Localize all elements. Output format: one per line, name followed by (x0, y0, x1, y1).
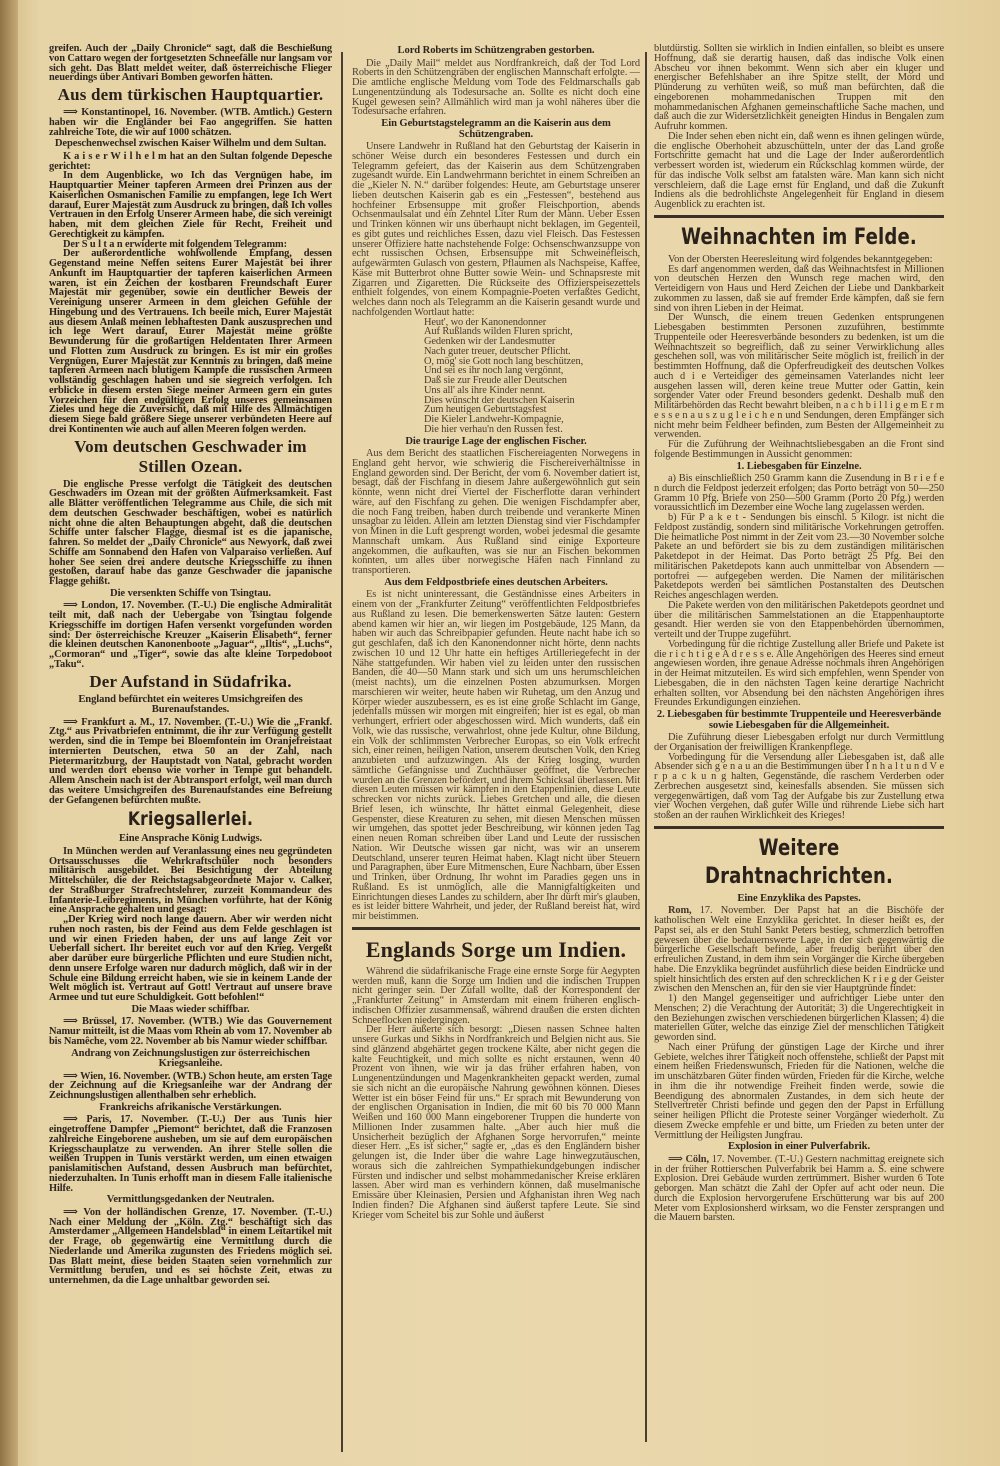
article-paragraph (49, 1017, 332, 1046)
poem-line: Die hier verhau'n den Russen fest. (424, 423, 563, 435)
paragraph-text: 17. November. Der Papst hat an die Bischöfe der katholischen Welt eine Enzyklika gerichtet. In dieser heißt es, der Papst sei, als er den Stuhl Sankt Peters bestieg, schmerzlich betroffen gewesen über die bedauernswerte Lage, in der sich gegenwärtig die bürgerliche Gesellschaft befinde, aber freudig berührt über den erfreulichen Zustand, in dem ihm sein Vorgänger die Kirche übergeben habe. Die Enzyklika begründet ausführlich diese beiden Eindrücke und spielt hinsichtlich des ersten auf den schrecklichen K r i e g der Geister zwischen den Menschen an, für den sie vier Hauptgründe findet: (654, 905, 944, 995)
poem-line: Zum heutigen Geburtstagsfest (424, 404, 547, 416)
article-paragraph (654, 733, 944, 753)
article-subheadline: Ein Geburtstagstelegramm an die Kaiserin aus dem Schützengraben. (381, 118, 611, 140)
paragraph-text: Vorbedingung für die richtige Zustellung aller Briefe und Pakete ist die r i c h t i g e A d r e s s e. Alle Angehörigen des Heeres sind erneut angewiesen worden, ihre genaue Adresse nochmals ihren Angehörigen in der Heimat mitzuteilen. Es wird sich empfehlen, wenn Spender von Liebesgaben, die in den nächsten Tagen keine derartige Nachricht erhalten sollten, vor Absendung bei den nächsten Angehörigen ihres Freundes Erkundigungen einziehen. (654, 638, 944, 709)
paragraph-text: blutdürstig. Sollten sie wirklich in Indien einfallen, so bleibt es unsere Hoffnung, daß sie derartig hausen, daß das indische Volk einen Abscheu vor ihnen bekommt. Wenn sich aber ein kluger und energischer Befehlshaber an ihre Spitze stellt, der Mord und Plünderung zu verhüten weiß, so muß man befürchten, daß die eingeborenen mohammedanischen Truppen mit den mohammedanischen Afghanen gemeinschaftliche Sache machen, und daß auch die zur Widersetzlichkeit geneigten Hindus in Bengalen zum Aufruhr kommen. (654, 44, 944, 132)
article-subheadline: Depeschenwechsel zwischen Kaiser Wilhelm und dem Sultan. (54, 138, 327, 150)
page-fold-edge (0, 0, 18, 1466)
poem-line: O, mög' sie Gott noch lang beschützen, (424, 355, 584, 367)
article-paragraph (49, 1208, 332, 1286)
paragraph-text: Für die Zuführung der Weihnachtsliebesgaben an die Front sind folgende Bestimmungen in Aussicht genommen: (654, 439, 944, 460)
article-subheadline: Andrang von Zeichnungslustigen zur österreichischen Kriegsanleihe. (71, 1047, 310, 1069)
article-paragraph (49, 915, 332, 1003)
article-paragraph (49, 171, 332, 239)
article-paragraph (654, 513, 944, 601)
article-paragraph (49, 44, 332, 83)
poem-line: Uns all' als ihre Kinder nennt. (424, 384, 546, 396)
article-paragraph (49, 1115, 332, 1193)
paragraph-text: 17. November. (T.-U.) Die englische Admiralität teilt mit, daß nach der Uebergabe von Tsingtau folgende Kriegsschiffe im dortigen Hafen versenkt vorgefunden worden sind: Der österreichische Kreuzer „Kaiserin Elisabeth“, ferner die kleinen deutschen Kanonenboote „Jaguar“, „Iltis“, „Luchs“, „Cormoran“ und „Tiger“, sowie das alte kleine Torpedoboot „Taku“. (49, 600, 332, 670)
paragraph-text: 17. November. (WTB.) Wie das Gouvernement Namur mitteilt, ist die Maas vom Rhein ab vom 17. November ab bis Namêche, vom 22. November ab bis Namur wieder schiffbar. (49, 1016, 332, 1047)
article-subheadline: Explosion in einer Pulverfabrik. (728, 1141, 870, 1153)
paragraph-text: Der Wunsch, die einem treuen Gedenken entsprungenen Liebesgaben bestimmten Personen zuzuführen, bestimmte Truppenteile oder Heeresverbände besonders zu bedenken, ist um die Weihnachtszeit so begreiflich, daß zu seiner Verwirklichung alles geschehen soll, was von militärischer Seite möglich ist, freilich in der bestimmten Hoffnung, daß die Opferfreudigkeit des deutschen Volkes auch d i e Verteidiger des gemeinsamen Vaterlandes nicht leer ausgehen lassen will, deren keine treue Mutter oder Gattin, kein sorgender Vater oder Freund besonders gedenkt. Deshalb muß den Militärbehörden das Recht bewahrt bleiben, n a c h b i l l i g e m E r m e s s e n a u s z u g l e i c h e n und Sendungen, deren Empfänger sich nicht mehr beim Feldheer befinden, zum Besten der Allgemeinheit zu verwenden. (654, 312, 944, 441)
poem-line: Gedenken wir der Landesmutter (424, 336, 556, 347)
column-divider (341, 52, 343, 1452)
article-subheadline: 2. Liebesgaben für bestimmte Truppenteile und Heeresverbände sowie Liebesgaben für die Allgemeinheit. (656, 709, 942, 731)
article-paragraph (654, 313, 944, 440)
article-paragraph (654, 1043, 944, 1141)
section-headline: Vom deutschen Geschwader im Stillen Ozean. (74, 436, 307, 476)
paragraph-text: Vorbedingung für die Versendung aller Liebesgaben ist, daß alle Absender sich g e n a u an die Bestimmungen über I n h a l t u n d V e r p a c k u n g halten, Gegenstände, die raschem Verderben oder Zerbrechen ausgesetzt sind, keinesfalls absenden. Sie müssen sich vergegenwärtigen, daß vom Tag der Aufgabe bis zur Zustellung etwa vier Wochen vergehen, daß guter Wille und rührende Liebe sich hart stoßen an der rauhen Wirklichkeit des Krieges! (654, 751, 944, 821)
article-paragraph (49, 108, 332, 137)
paragraph-text: 1) den Mangel gegenseitiger und aufrichtiger Liebe unter den Menschen; 2) die Verachtung der Autorität; 3) die Ungerechtigkeit in den Beziehungen zwischen verschiedenen bürgerlichen Klassen; 4) die materiellen Güter, welche das einzige Ziel der menschlichen Tätigkeit geworden sind. (654, 993, 944, 1043)
poem-line: Und sei es ihr noch lang vergönnt, (424, 365, 564, 377)
paragraph-text: 16. November. (WTB. Amtlich.) Gestern haben wir die Engländer bei Fao angegriffen. Sie hatten zahlreiche Tote, die wir auf 1000 schätzen. (49, 107, 332, 138)
dateline: ⟹ Von der holländischen Grenze, (63, 1206, 227, 1218)
paragraph-text: a) Bis einschließlich 250 Gramm kann die Zusendung in B r i e f e n durch die Feldpost jederzeit erfolgen; das Porto beträgt von 50—250 Gramm 10 Pfg. Briefe von 250—500 Gramm (Porto 20 Pfg.) werden voraussichtlich im Dezember eine Woche lang zugelassen werden. (654, 473, 944, 514)
paragraph-text: Es ist nicht uninteressant, die Geständnisse eines Arbeiters in einem von der „Frankfurter Zeitung“ veröffentlichten Feldpostbriefes aus Rußland zu lesen. Die bemerkenswerten Sätze lauten: Gestern abend kamen wir hier an, wir liegen im Postgebäude, 125 Mann, da haben wir auch das Schreibpapier gefunden. Heute nacht habe ich so gut geschlafen, daß ich den Kanonendonner nicht hörte, denn nachts zwischen 10 und 12 Uhr hatte ein heftiges Artilleriegefecht in der Nähe stattgefunden. Wir haben viel zu leiden unter den russischen Banden, die 40—50 Mann stark und sich um uns herumschleichen (meist nachts), um die einzelnen Posten abzumurksen. Morgen marschieren wir weiter, heute haben wir Ruhetag, um den Anzug und Körper wieder auszubessern, es es ist eine große Schlacht im Gange, jedenfalls müssen wir morgen mit eingreifen; hier ist es egal, ob man verhungert, erfriert oder abgeschossen wird. Mich wunderts, daß ein Volk, wie das russische, verwahrlost, ohne jede Kultur, ohne Bildung, ein Volk der schlimmsten Verbrecher Europas, so ein Volk erfrecht sich, einer reinen, heiligen Nation, unserem deutschen Volk, den Krieg anzubieten und aufzuzwingen. Als der Krieg losging, wurden sämtliche Gefängnisse und Zuchthäuser geöffnet, die Verbrecher wurden an die Grenzen befördert, und ihrem Schicksal überlassen. Mit diesen Leuten müssen wir kämpfen in den Etappenlinien, diese Leute schrecken vor nichts zurück. Liebes Gretchen und alle, die diesen Brief lesen, ich wünschte, Ihr hättet einmal Gelegenheit, diese Gespenster, diese Kreaturen zu sehen, mit diesen Menschen müssen wir umgehen, das spottet jeder Beschreibung, wir können jeden Tag einen neuen Roman schreiben über Land und Leute der russischen Nation. Wir Deutsche wissen gar nicht, was wir an unserem Deutschland, unserer teuren Heimat haben. Klagt nicht über Steuern und Paragraphen, über Eure Mitmenschen, Eure Nachbarn, über Essen und Trinken, über Ordnung, Ihr wohnt im Paradies gegen uns in Rußland. Es ist unmöglich, alle die Mannigfaltigkeiten und Einrichtungen dieses Landes zu schildern, aber Ihr dürft mir's glauben, es ist leider bittere Wahrheit, und jeder, der Rußland bereist hat, wird mir beistimmen. (352, 589, 640, 922)
paragraph-text: Der Herr äußerte sich besorgt: „Diesen nassen Schnee halten unsere Gurkas und Sikhs in Nordfrankreich und Belgien nicht aus. Sie sind glänzend abgehärtet gegen trockene Kälte, aber nicht gegen die kalte Feuchtigkeit, und mich sollte es nicht erstaunen, wenn 40 Prozent von ihnen, wie wir ja das früher erfahren haben, von Lungenentzündungen und Magenkrankheiten gepackt werden, zumal sie sich nicht an die europäische Nahrung gewöhnen können. Dieses Wetter ist ein böser Feind für uns.“ Er sprach mit Bewunderung von der englischen Organisation in Indien, die mit 60 bis 70 000 Mann Weißen und 160 000 Mann eingeborener Truppen die hunderte von Millionen Inder zusammen halte. „Aber auch hier muß die Unsicherheit bezüglich der Afghanen Sorge hervorrufen,“ meinte dieser Herr. „Es ist sicher,“ sagte er, „das es den Engländern bisher gelungen ist, die Inder über die wahre Lage hinwegzutäuschen, woraus sich die zahlreichen Sympathiekundgebungen indischer Fürsten und indischer und selbst mohammedanischer Kreise erklären lassen. Aber wird man es verhindern können, daß muselmanische Emissäre über Kleinasien, Persien und Afghanistan ihren Weg nach Indien finden? Die Afghanen sind äußerst tapfere Leute. Sie sind Krieger vom Scheitel bis zur Sohle und äußerst (352, 1024, 640, 1221)
paragraph-text: Der S u l t a n erwiderte mit folgendem Telegramm: (63, 238, 287, 250)
section-headline: Weitere Drahtnachrichten. (704, 835, 894, 889)
article-subheadline: Die versenkten Schiffe von Tsingtau. (110, 587, 271, 599)
section-rule (654, 826, 944, 829)
dateline: Rom, (668, 905, 692, 917)
article-paragraph (352, 59, 640, 118)
paragraph-text: Während die südafrikanische Frage eine ernste Sorge für Aegypten werden muß, kann die Sorge um Indien und die indischen Truppen nicht geringer sein. Der Zufall wollte, daß der Korrespondent der „Frankfurter Zeitung“ in Amsterdam mit einem früheren englisch-indischen Offizier zusammensaß, während draußen die ersten dichten Schneeflocken niedergingen. (352, 965, 640, 1026)
paragraph-text: 17. November. (T.-U.) Gestern nachmittag ereignete sich in der früher Rottierschen Pulverfabrik bei Hamm a. S. eine schwere Explosion. Drei Gebäude wurden zertrümmert. Bisher wurden 6 Tote geborgen. Man schätzt die Zahl der Opfer auf acht oder neun. Die durch die Explosion hervorgerufene Erschütterung war bis auf 200 Meter vom Explosionsherd wirksam, wo die Fenster zersprangen und die Mauern barsten. (654, 1153, 944, 1224)
dateline: ⟹ Paris, (63, 1114, 112, 1126)
paragraph-text: 16. November. (WTB.) Schon heute, am ersten Tage der Zeichnung auf die Kriegsanleihe war der Andrang der Zeichnungslustigen allenthalben sehr erheblich. (49, 1070, 332, 1101)
article-paragraph (49, 480, 332, 587)
article-paragraph (654, 906, 944, 994)
article-subheadline: Die Maas wieder schiffbar. (131, 1003, 250, 1015)
paragraph-text: Die „Daily Mail“ meldet aus Nordfrankreich, daß der Tod Lord Roberts in den Schützengräben der englischen Mannschaft erfolgte. — Die amtliche englische Meldung vom Tode des Feldmarschalls gab Lungenentzündung als Todesursache an. Sollte es nicht doch eine Kugel gewesen sein? Allmählich wird man ja wohl näheres über die Todesursache erfahren. (352, 57, 640, 118)
paragraph-text: Die Pakete werden von den militärischen Paketdepots geordnet und über die militärischen Sammelstationen an die Etappenhauptorte gesandt. Hier werden sie von den Etappenbehörden übernommen, verteilt und der Truppe zugeführt. (654, 599, 944, 640)
poem-line: Auf Rußlands wilden Fluren spricht, (424, 326, 573, 338)
section-headline: Englands Sorge um Indien. (365, 936, 627, 962)
paragraph-text: „Der Krieg wird noch lange dauern. Aber wir werden nicht ruhen noch rasten, bis der Feind aus dem Felde geschlagen ist und wir einen Frieden haben, der uns auf lange Zeit vor Ueberfall sichert. Ihr bereitet euch vor auf den Krieg. Vergeßt aber darüber eure bürgerliche Pflichten und eure Studien nicht, denn unsere Erfolge waren nur dadurch möglich, daß wir in der Schule eine Bildung erreicht haben, wie sie in keinem Lande der Welt möglich ist. Vertraut auf Gott! Vertraut auf unsere brave Armee und tut eure Schuldigkeit. Gott befohlen!“ (49, 914, 332, 1003)
poem-line: Dies wünscht der deutschen Kaiserin (424, 394, 575, 406)
article-paragraph (654, 265, 944, 314)
article-subheadline: Eine Ansprache König Ludwigs. (118, 833, 263, 845)
article-subheadline: 1. Liebesgaben für Einzelne. (736, 460, 862, 472)
article-paragraph (352, 590, 640, 922)
article-paragraph (352, 449, 640, 576)
column-right (654, 44, 944, 1456)
section-headline: Kriegsallerlei. (127, 808, 254, 831)
article-paragraph (352, 1025, 640, 1220)
section-headline: Aus dem türkischen Hauptquartier. (57, 85, 324, 104)
paragraph-text: Von der Obersten Heeresleitung wird folgendes bekanntgegeben: (668, 253, 933, 265)
poem-line: Die Kieler Landwehr-Kompagnie, (424, 414, 564, 425)
paragraph-text: In dem Augenblicke, wo Ich das Vergnügen habe, im Hauptquartier Meiner tapferen Armeen drei Prinzen aus der Kaiserlichen Osmanischen Familie zu empfangen, lege Ich Wert darauf, Eurer Majestät zum Ausdruck zu bringen, daß Ich volles Vertrauen in den Erfolg Unserer Armeen habe, die sich vereinigt haben, mit dem gleichen Ziele für Recht, Freiheit und Gerechtigkeit zu kämpfen. (49, 170, 332, 240)
section-rule (352, 927, 640, 930)
article-paragraph (49, 847, 332, 915)
dateline: ⟹ London, (63, 600, 118, 612)
section-headline: Der Aufstand in Südafrika. (89, 671, 292, 691)
section-headline: Weihnachten im Felde. (681, 224, 917, 250)
poem-line: Heut', wo der Kanonendonner (424, 316, 547, 328)
column-left (49, 44, 332, 1456)
article-subheadline: Die traurige Lage der englischen Fischer. (405, 435, 587, 447)
article-paragraph (654, 994, 944, 1043)
article-paragraph (654, 440, 944, 460)
article-subheadline: Vermittlungsgedanken der Neutralen. (106, 1194, 275, 1206)
dateline: ⟹ Cöln, (668, 1153, 709, 1165)
article-paragraph (654, 44, 944, 132)
paragraph-text: In München werden auf Veranlassung eines neu gegründeten Ortsausschusses die Wehrkraftschüler noch besonders militärisch ausgebildet. Bei Besichtigung der Abteilung Mittelschüler, die der Reichstagsabgeordnete Major v. Calker, der Straßburger Strafrechtslehrer, zurzeit Kommandeur des Infanterie-Leibregiments, in München vorführte, hat der König eine Ansprache gehalten und gesagt: (49, 845, 332, 916)
article-paragraph (49, 249, 332, 434)
article-paragraph (49, 718, 332, 806)
article-paragraph (654, 1155, 944, 1223)
paragraph-text: Die Inder sehen eben nicht ein, daß wenn es ihnen gelingen würde, die englische Oberhoheit abzuschütteln, unter der das Land große Fortschritte gemacht hat und die Lage der Inder außerordentlich verbessert worden ist, wiederum ein Rückschlag kommen würde, der für das indische Volk selbst am fatalsten wäre. Man kann sich nicht verschleiern, daß die Lage ernst für England, und daß die Zukunft Indiens als die bedrohlichste Angelegenheit für England in diesem Augenblick zu erachten ist. (654, 130, 944, 210)
paragraph-text: K a i s e r W i l h e l m hat an den Sultan folgende Depesche gerichtet: (49, 150, 332, 172)
column-divider (645, 52, 647, 1442)
paragraph-text: Unsere Landwehr in Rußland hat den Geburtstag der Kaiserin in schöner Weise durch ein besonderes Festessen und durch ein Telegramm gefeiert, das der Kaiserin aus dem Schützengraben zugesandt wurde. Ein Landwehrmann berichtet in einem Schreiben an die „Kieler N. N.“ darüber folgendes: Heute, am Geburtstage unserer lieben deutschen Kaiserin gab es ein „Festessen“, bestehend aus hochfeiner Erbsensuppe mit großer Fleischportion, abends Ochsenmaulsalat und ein Zehntel Liter Rum der Mann. Ueber Essen und Trinken können wir uns überhaupt nicht beklagen, im Gegenteil, es gibt gutes und reichliches Essen, dazu viel Fleisch. Das Festessen unserer Offiziere hatte nachstehende Folge: Ochsenschwanzsuppe von echt russischen Ochsen, Erbsensuppe mit Schweinefleisch, aufgewärmten Gulasch von gestern, Pflaumen als Nachspeise, Kaffee, Käse mit Butterbrot ohne Butter sowie Wein- und Schnapsreste mit Zigarren und Zigaretten. Die Rückseite des Offizierspeisezettels enthielt folgendes, von einem Kompagnie-Poeten verfaßtes Gedicht, welches dann noch als Telegramm an die Kaiserin gesandt wurde und nachfolgenden Wortlaut hatte: (352, 141, 640, 318)
dateline: ⟹ Frankfurt a. M., (63, 716, 155, 728)
dateline: ⟹ Wien, (63, 1070, 106, 1082)
article-paragraph (654, 753, 944, 821)
paragraph-text: Nach einer Prüfung der günstigen Lage der Kirche und ihrer Gebiete, welches ihrer Tätigkeit noch offenstehe, schließt der Papst mit einem heißen Friedenswunsch, Frieden für die Nationen, welche die im unschätzbaren Güter finden würden, Frieden für die Kirche, welche in ihm die ihr notwendige Freiheit finden werde, sowie die Beendigung des abnormalen Zustandes, in dem sich heute der Stellvertreter Christi befinde und gegen den der Papst in Erfüllung seiner heiligen Pflicht die Proteste seiner Vorgänger wiederholt. Zu diesem Zwecke empfehle er und bitte, um Frieden zu beten unter der Vermittlung der Heiligsten Jungfrau. (654, 1041, 944, 1141)
paragraph-text: Die englische Presse verfolgt die Tätigkeit des deutschen Geschwaders im Ozean mit der größten Aufmerksamkeit. Fast alle Blätter veröffentlichen Telegramme aus Chile, die sich mit dem deutschen Geschwader beschäftigen, wobei es natürlich nicht ohne die alten Behauptungen abgeht, daß die deutschen Schiffe unter falscher Flagge, diesmal ist es die japanische, fahren. So meldet der „Daily Chronicle“ aus Newyork, daß zwei Schiffe am Sonnabend den Hafen von Valparaiso verließen. Auf hoher See seien drei andere deutsche Kriegsschiffe zu ihnen gestoßen, darauf habe das ganze Geschwader die japanische Flagge gehißt. (49, 478, 332, 587)
paragraph-text: greifen. Auch der „Daily Chronicle“ sagt, daß die Beschießung von Cattaro wegen der fortgesetzten Schneefälle nur langsam vor sich geht. Das Blatt meldet weiter, daß österreichische Flieger neuerdings über Antivari Bomben geworfen hätten. (49, 44, 332, 84)
paragraph-text: Aus dem Bericht des staatlichen Fischereiagenten Norwegens in England geht hervor, wie schwierig die Fischereiverhältnisse in England geworden sind. Der Bericht, der vom 6. November datiert ist, besagt, daß der Fischfang in diesem Jahre außergewöhnlich gut sein könnte, wenn nicht drei Viertel der Fischerflotte daran verhindert wäre, auf den Fischfang zu gehen. Die wenigen Fischdampfer aber, die noch Fang treiben, haben durch treibende und verankerte Minen unsagbar zu leiden. Allein am letzten Dienstag sind vier Fischdampfer von Minen in die Luft gesprengt worden, wobei jedesmal die gesamte Mannschaft umkam. Aus Rußland sind einige Exporteure angekommen, die aufkauften, was sie nur an Fischen bekommen konnten, um alles über norwegische Häfen nach Finnland zu transportieren. (352, 448, 640, 576)
article-paragraph (352, 142, 640, 318)
paragraph-text: 17. November. (T.-U.) Nach einer Meldung der „Köln. Ztg.“ beschäftigt sich das Amsterdamer „Allgemeen Handelsblad“ in einem Leitartikel mit der Frage, ob gegenwärtig eine Vermittlung durch die Niederlande und Amerika zugunsten des Friedens möglich sei. Das Blatt meint, diese beiden Staaten seien vornehmlich zur Vermittlung berufen, und es sei höchste Zeit, etwas zu unternehmen, da die Lage unhaltbar geworden sei. (49, 1206, 332, 1286)
article-paragraph (654, 601, 944, 640)
article-paragraph (49, 601, 332, 669)
article-paragraph (654, 474, 944, 513)
article-paragraph (49, 1072, 332, 1101)
poem (424, 318, 640, 435)
article-subheadline: Aus dem Feldpostbriefe eines deutschen Arbeiters. (384, 576, 608, 588)
column-middle (352, 44, 640, 1456)
section-rule (654, 215, 944, 218)
paragraph-text: b) Für P a k e t - Sendungen bis einschl. 5 Kilogr. ist nicht die Feldpost zuständig, sondern sind militärische Vorkehrungen getroffen. Die heimatliche Post nimmt in der Zeit vom 23.—30 November solche Pakete an und befördert sie bis zu dem zuständigen militärischen Paketdepot in der Heimat. Das Porto beträgt 25 Pfg. Bei den militärischen Paketdepots kann auch unmittelbar von Absendern — portofrei — aufgegeben werden. Die Namen der militärischen Paketdepots werden bei sämtlichen Postanstalten des Deutschen Reiches angeschlagen werden. (654, 512, 944, 601)
article-subheadline: Eine Enzyklika des Papstes. (737, 892, 861, 904)
article-subheadline: Frankreichs afrikanische Verstärkungen. (99, 1101, 282, 1113)
paragraph-text: Der außerordentliche wohlwollende Empfang, dessen Gegenstand meine Neffen seitens Eurer Majestät bei ihrer Ankunft im Hauptquartier der tapferen kaiserlichen Armeen waren, ist ein Zeichen der kostbaren Freundschaft Eurer Majestät mir gegenüber, sowie ein deutlicher Beweis der Vereinigung unserer Armeen in dem gleichen Gefühle der Hingebung und des Vertrauens. Ich beeile mich, Eurer Majestät aus diesem Anlaß meinen lebhaftesten Dank auszusprechen und ich lege Wert darauf, Eurer Majestät meine größte Bewunderung für die großartigen Heldentaten Ihrer Armeen und Flotten zum Ausdruck zu bringen. Es ist mir ein großes Vergnügen, Eurer Majestät zur Kenntnis zu bringen, daß meine tapferen Armeen nach blutigem Kampfe die russischen Armeen vollständig geschlagen haben und sie siegreich verfolgen. Ich erblicke in diesem ersten Siege meiner Armeen gern ein gutes Vorzeichen für den endgültigen Erfolg unseres gemeinsamen Zieles und hege die Zuversicht, daß mit Hilfe des Allmächtigen diesem Siege bald größere Siege unserer verbündeten Heere auf drei Kontinenten wie auch auf allen Meeren folgen werden. (49, 248, 332, 435)
dateline: ⟹ Konstantinopel, (63, 107, 151, 118)
article-paragraph (49, 152, 332, 172)
article-subheadline: Lord Roberts im Schützengraben gestorben. (397, 45, 595, 56)
paragraph-text: Die Zuführung dieser Liebesgaben erfolgt nur durch Vermittlung der Organisation der freiwilligen Krankenpflege. (654, 732, 944, 753)
poem-line: Nach guter treuer, deutscher Pflicht. (424, 345, 571, 357)
article-paragraph (352, 967, 640, 1026)
article-paragraph (654, 132, 944, 210)
dateline: ⟹ Brüssel, (63, 1016, 117, 1028)
paragraph-text: Es darf angenommen werden, daß das Weihnachtsfest in Millionen von deutschen Herzen den Wunsch rege machen wird, den Verteidigern von Haus und Herd Zeichen der Liebe und Dankbarkeit zukommen zu lassen, daß sie auf fremder Erde kämpfen, daß sie fern sind von ihren Lieben in der Heimat. (654, 263, 944, 314)
paragraph-text: 17. November. (T.-U.) Wie die „Frankf. Ztg.“ aus Privatbriefen entnimmt, die ihr zur Verfügung gestellt werden, sind die in Tempe bei Bloemfontein im Oranjefreistaat internierten Deutschen, etwa 50 an der Zahl, nach Pietermaritzburg, der Hauptstadt von Natal, gebracht worden und werden dort ebenso wie vorher in Tempe gut behandelt. Allem Anschein nach ist der Abtransport erfolgt, weil man durch das weitere Umsichgreifen des Burenaufstandes eine Befreiung der Gefangenen befürchten mußte. (49, 716, 332, 806)
article-paragraph (654, 640, 944, 708)
article-subheadline: England befürchtet ein weiteres Umsichgreifen des Burenaufstandes. (78, 693, 303, 715)
poem-line: Daß sie zur Freude aller Deutschen (424, 375, 567, 386)
paragraph-text: 17. November. (T.-U.) Der aus Tunis hier eingetroffene Dampfer „Piemont“ berichtet, daß die Franzosen zahlreiche Eingeborene ausheben, um sie auf dem europäischen Kriegsschauplatze zu verwenden. An ihrer Stelle sollen die weißen Truppen in Tunis verstärkt werden, um einen etwaigen panislamitischen Aufstand, dessen Ausbruch man befürchtet, niederzuhalten. In Tunis erhofft man in diesem Falle italienische Hilfe. (49, 1114, 332, 1194)
